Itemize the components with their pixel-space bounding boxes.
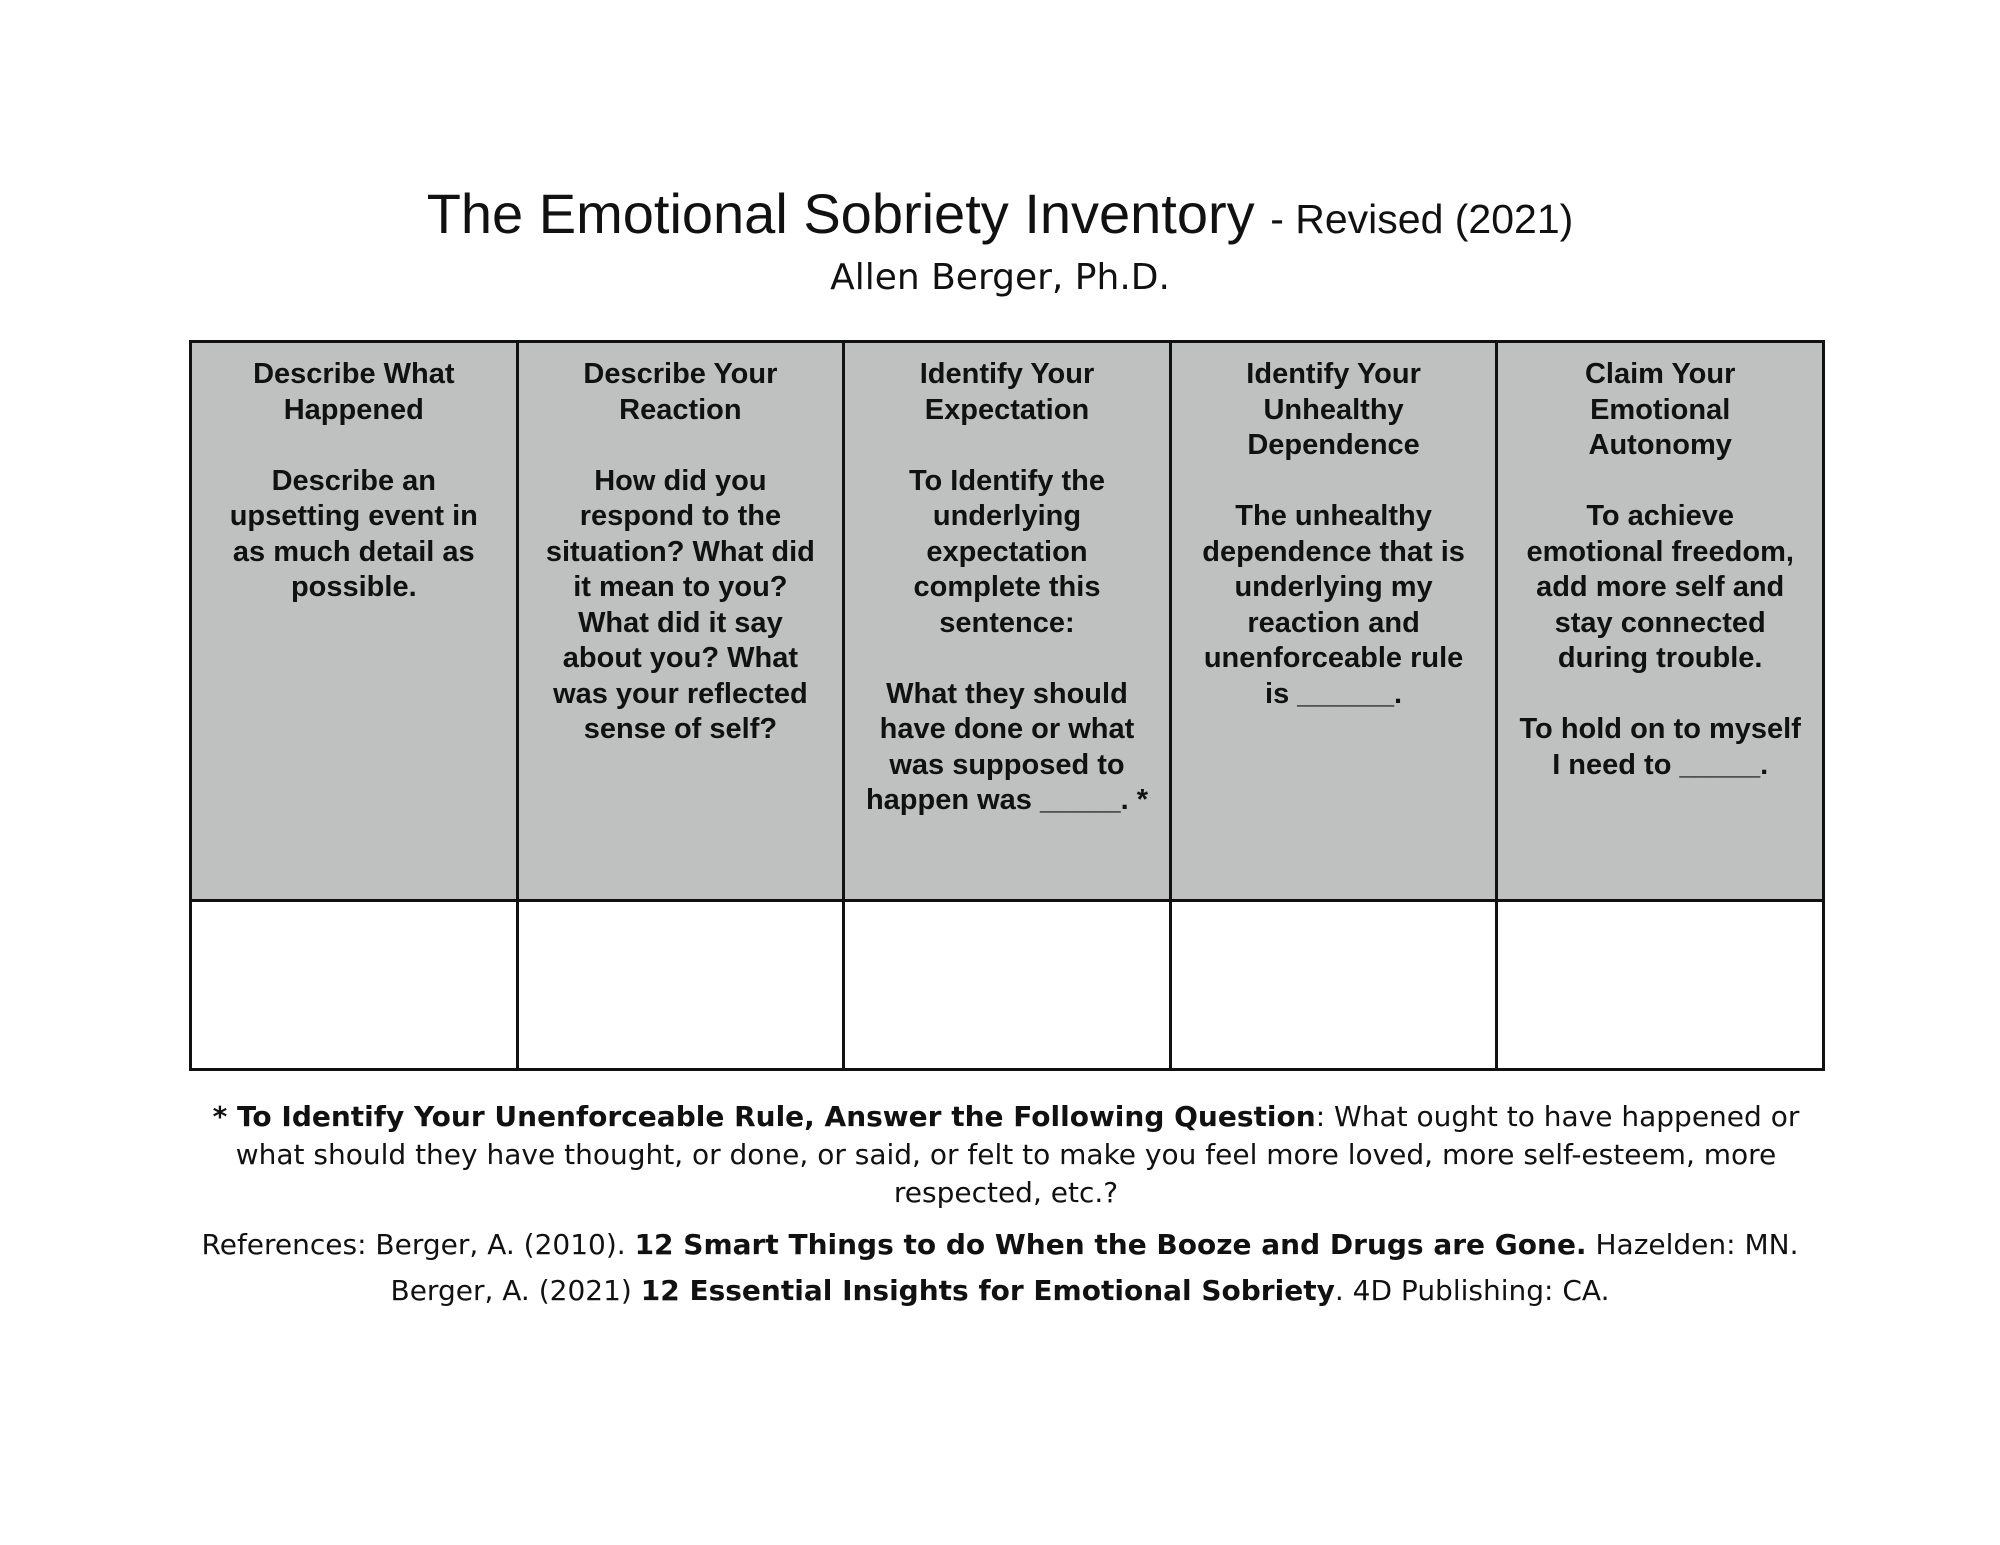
document-subtitle: - Revised (2021) bbox=[1270, 196, 1574, 242]
column-header-what-happened bbox=[191, 342, 518, 901]
column-instruction: To Identify the underlying expectation complete this sentence: What they should have done or what was supposed to happen was _____. * bbox=[865, 464, 1149, 816]
reference-2-suffix: . 4D Publishing: CA. bbox=[1334, 1274, 1610, 1307]
reference-2-prefix: Berger, A. (2021) bbox=[390, 1274, 641, 1307]
column-header-autonomy bbox=[1497, 342, 1824, 901]
reference-1-prefix: References: Berger, A. (2010). bbox=[201, 1228, 635, 1261]
reference-1-suffix: Hazelden: MN. bbox=[1586, 1228, 1799, 1261]
column-instruction: How did you respond to the situation? What did it mean to you? What did it say about you? What was your reflected sense of self? bbox=[545, 464, 815, 745]
column-header-expectation bbox=[844, 342, 1171, 901]
answer-row bbox=[191, 901, 1824, 1070]
column-instruction: The unhealthy dependence that is underlying my reaction and unenforceable rule is ______. bbox=[1202, 500, 1465, 710]
answer-cell-autonomy[interactable] bbox=[1497, 901, 1824, 1070]
column-instruction: To achieve emotional freedom, add more self and stay connected during trouble. To hold on to myself I need to _____. bbox=[1519, 500, 1801, 781]
inventory-table bbox=[189, 340, 1825, 1071]
author-name: Allen Berger, Ph.D. bbox=[830, 257, 1170, 298]
column-header-dependence bbox=[1170, 342, 1497, 901]
reference-2 bbox=[150, 1268, 1850, 1314]
column-heading: Describe What Happened bbox=[253, 358, 455, 426]
reference-2-title: 12 Essential Insights for Emotional Sobriety bbox=[640, 1274, 1335, 1307]
reference-1-title: 12 Smart Things to do When the Booze and Drugs are Gone. bbox=[634, 1228, 1587, 1261]
footnote-label: * To Identify Your Unenforceable Rule, Answer the Following Question bbox=[212, 1100, 1316, 1133]
column-heading: Claim Your Emotional Autonomy bbox=[1584, 358, 1736, 461]
answer-cell-dependence[interactable] bbox=[1170, 901, 1497, 1070]
document-title: The Emotional Sobriety Inventory bbox=[426, 182, 1255, 245]
answer-cell-what-happened[interactable] bbox=[191, 901, 518, 1070]
header-row bbox=[191, 342, 1824, 901]
answer-cell-expectation[interactable] bbox=[844, 901, 1171, 1070]
reference-1 bbox=[150, 1222, 1850, 1268]
column-heading: Identify Your Unhealthy Dependence bbox=[1246, 358, 1421, 461]
column-heading: Describe Your Reaction bbox=[583, 358, 778, 426]
column-header-reaction bbox=[517, 342, 844, 901]
answer-cell-reaction[interactable] bbox=[517, 901, 844, 1070]
document-title-line bbox=[0, 182, 2000, 251]
column-heading: Identify Your Expectation bbox=[919, 358, 1095, 426]
references bbox=[150, 1222, 1850, 1314]
footnote bbox=[200, 1098, 1812, 1212]
footnote-text: : What ought to have happened or what should they have thought, or done, or said, or felt to make you feel more loved, more self-esteem, more respected, etc.? bbox=[235, 1100, 1800, 1209]
column-instruction: Describe an upsetting event in as much detail as possible. bbox=[229, 464, 478, 603]
document-header bbox=[0, 182, 2000, 301]
